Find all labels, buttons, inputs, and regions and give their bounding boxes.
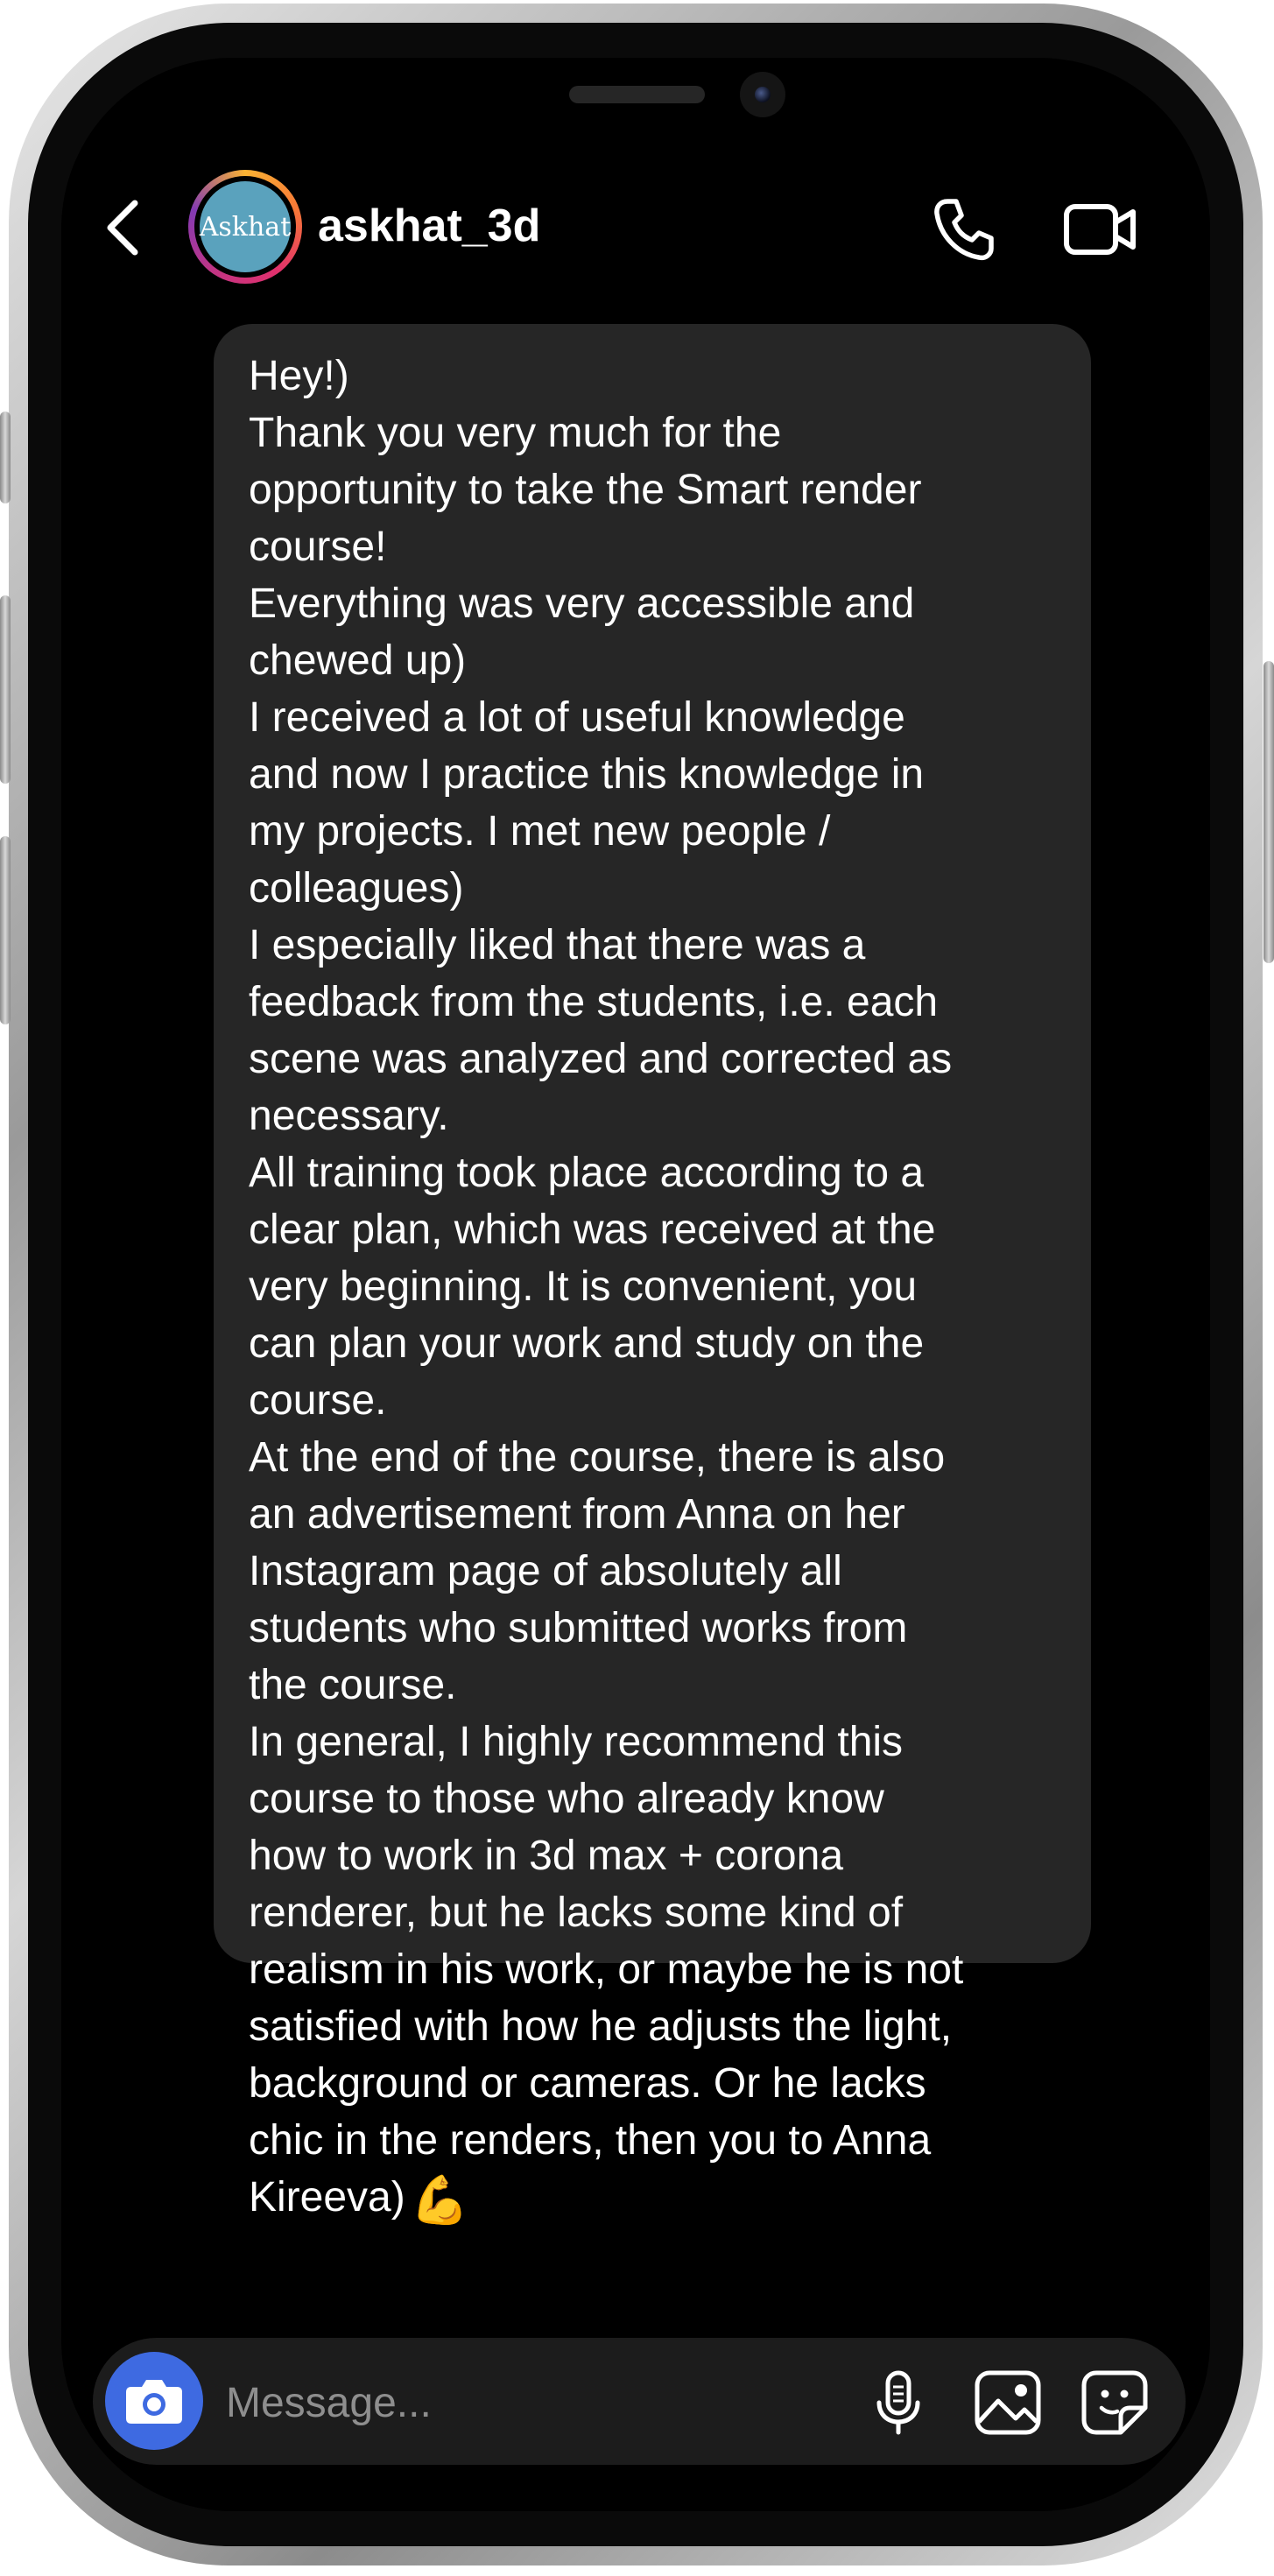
phone-icon: [928, 194, 998, 264]
avatar-logo-text: Askhat: [199, 211, 292, 243]
message-line: scene was analyzed and corrected as: [249, 1036, 953, 1082]
message-line-text: Kireeva): [249, 2174, 405, 2221]
message-line: Instagram page of absolutely all: [249, 1548, 842, 1594]
message-line: satisfied with how he adjusts the light,: [249, 2003, 953, 2050]
voice-message-button[interactable]: [863, 2368, 933, 2438]
message-line: course to those who already know: [249, 1776, 884, 1822]
microphone-icon: [863, 2368, 933, 2438]
message-line: In general, I highly recommend this: [249, 1719, 904, 1765]
avatar[interactable]: [188, 170, 302, 284]
message-line: my projects. I met new people /: [249, 808, 831, 855]
message-line: the course.: [249, 1662, 457, 1708]
message-line: chewed up): [249, 637, 467, 684]
message-line: Hey!): [249, 353, 349, 399]
volume-up-button: [0, 595, 11, 784]
message-line: feedback from the students, i.e. each: [249, 979, 939, 1025]
message-line: At the end of the course, there is also: [249, 1434, 946, 1481]
message-line: renderer, but he lacks some kind of: [249, 1890, 904, 1936]
flexed-biceps-emoji: 💪: [410, 2174, 469, 2227]
message-line: clear plan, which was received at the: [249, 1207, 936, 1253]
message-line: how to work in 3d max + corona: [249, 1833, 844, 1879]
action-button: [0, 412, 11, 503]
message-line: Thank you very much for the: [249, 410, 782, 456]
chat-header: [0, 0, 1274, 333]
message-line: necessary.: [249, 1093, 449, 1139]
message-line: I especially liked that there was a: [249, 922, 866, 968]
sticker-icon: [1075, 2368, 1154, 2438]
image-gallery-icon: [968, 2368, 1047, 2438]
message-line: I received a lot of useful knowledge: [249, 694, 905, 741]
sticker-button[interactable]: [1075, 2368, 1154, 2438]
camera-icon: [105, 2352, 203, 2450]
message-line: Everything was very accessible and: [249, 581, 915, 627]
message-line: students who submitted works from: [249, 1605, 908, 1651]
chevron-left-icon: [98, 193, 151, 263]
message-line: All training took place according to a: [249, 1150, 925, 1196]
message-input[interactable]: [224, 2371, 841, 2434]
video-camera-icon: [1061, 194, 1140, 264]
video-call-button[interactable]: [1061, 194, 1140, 264]
message-line: course.: [249, 1377, 387, 1424]
message-composer: [93, 2338, 1186, 2465]
avatar-image: [200, 181, 291, 272]
voice-call-button[interactable]: [928, 194, 998, 264]
message-bubble[interactable]: [214, 324, 1091, 2227]
gallery-button[interactable]: [968, 2368, 1047, 2438]
message-line: background or cameras. Or he lacks: [249, 2060, 926, 2107]
camera-button[interactable]: [105, 2352, 203, 2450]
volume-down-button: [0, 836, 11, 1024]
message-last-line: [249, 2169, 1065, 2226]
message-line: course!: [249, 524, 387, 570]
message-line: an advertisement from Anna on her: [249, 1491, 905, 1538]
message-line: opportunity to take the Smart render: [249, 467, 922, 513]
message-line: colleagues): [249, 865, 464, 911]
message-line: can plan your work and study on the: [249, 1320, 925, 1367]
message-line: very beginning. It is convenient, you: [249, 1263, 918, 1310]
chat-username[interactable]: askhat_3d: [318, 201, 541, 251]
message-line: realism in his work, or maybe he is not: [249, 1946, 964, 1993]
back-button[interactable]: [98, 193, 151, 263]
power-button: [1263, 661, 1274, 963]
avatar-ring-gap: [194, 176, 296, 278]
message-line: chic in the renders, then you to Anna: [249, 2117, 932, 2164]
message-line: and now I practice this knowledge in: [249, 751, 925, 798]
